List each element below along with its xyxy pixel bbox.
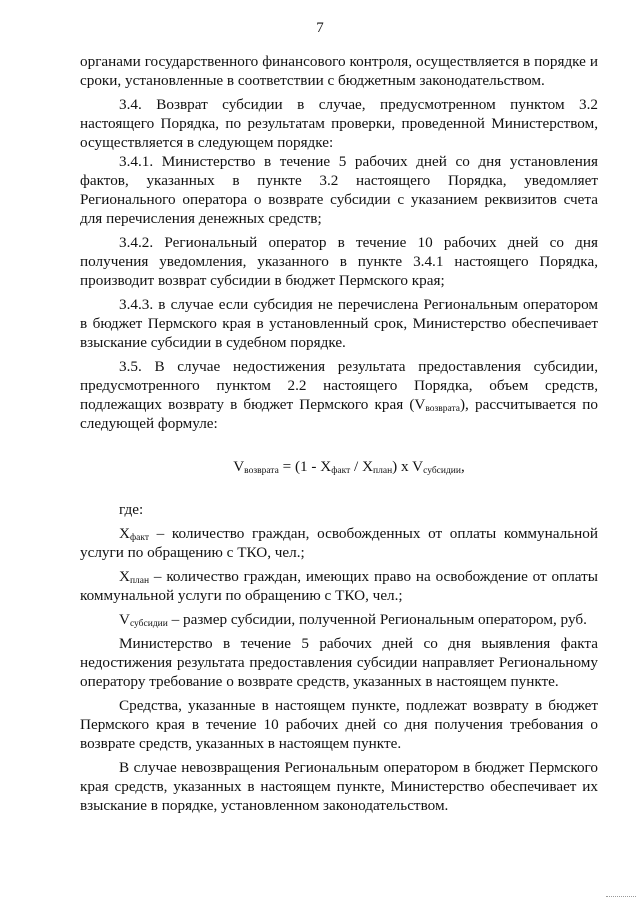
paragraph-3-4-3: 3.4.3. в случае если субсидия не перечислена Региональным оператором в бюджет Пермского края в установленный срок, Министерство обеспечивает взыскание субсидии в судебном порядке. — [80, 296, 598, 351]
x-fact-sub: факт — [129, 533, 149, 543]
formula-plan-sub: план — [373, 466, 393, 476]
formula-times: ) x V — [392, 458, 424, 475]
x-fact-symbol: X — [119, 525, 130, 542]
v-subsidy-sub: субсидии — [129, 619, 168, 629]
v-subsidy-symbol: V — [119, 611, 130, 628]
paragraph-non-return: В случае невозвращения Региональным оператором в бюджет Пермского края средств, указанных в настоящем пункте, Министерство обеспечивает их взыскание в порядке, установленном законодательством. — [80, 759, 598, 814]
x-plan-symbol: X — [119, 568, 130, 585]
paragraph-continuation: органами государственного финансового контроля, осуществляется в порядке и сроки, установленные в соответствии с бюджетным законодательством. — [80, 53, 598, 89]
paragraph-3-4: 3.4. Возврат субсидии в случае, предусмотренном пунктом 3.2 настоящего Порядка, по результатам проверки, проведенной Министерством, осуществляется в следующем порядке: — [80, 96, 598, 151]
definition-x-plan — [80, 567, 598, 605]
definition-x-fact — [80, 524, 598, 562]
paragraph-ministry-demand: Министерство в течение 5 рабочих дней со дня выявления факта недостижения результата предоставления субсидии направляет Региональному оператору требование о возврате средств, указанных в настоящем пункте. — [80, 635, 598, 690]
paragraph-3-4-2: 3.4.2. Региональный оператор в течение 10 рабочих дней со дня получения уведомления, указанного в пункте 3.4.1 настоящего Порядка, производит возврат субсидии в бюджет Пермского края; — [80, 234, 598, 289]
return-formula — [80, 457, 598, 476]
formula-subsidy-sub: субсидии — [423, 466, 461, 476]
definition-v-subsidy — [80, 610, 598, 629]
v-subsidy-text: – размер субсидии, полученной Региональным оператором, руб. — [167, 611, 587, 628]
formula-v-sub: возврата — [244, 466, 279, 476]
x-fact-text: – количество граждан, освобожденных от оплаты коммунальной услуги по обращению с ТКО, чел.; — [80, 525, 598, 561]
x-plan-sub: план — [129, 576, 150, 586]
formula-v: V — [233, 458, 245, 475]
paragraph-3-5 — [80, 357, 598, 433]
paragraph-3-4-1: 3.4.1. Министерство в течение 5 рабочих дней со дня установления фактов, указанных в пункте 3.2 настоящего Порядка, уведомляет Регионального оператора о возврате субсидии с указанием реквизитов счета для перечисления денежных средств; — [80, 153, 598, 227]
formula-end: , — [460, 458, 465, 475]
formula-eq-open: = (1 - X — [278, 458, 332, 475]
formula-slash: / X — [350, 458, 374, 475]
page-number: 7 — [316, 20, 324, 36]
paragraph-3-5-tail: ), рассчитывается по следующей формуле: — [80, 396, 599, 432]
x-plan-text: – количество граждан, имеющих право на освобождение от оплаты коммунальной услуги по обращению с ТКО, чел.; — [80, 568, 598, 604]
v-return-subscript: возврата — [425, 404, 460, 414]
formula-fact-sub: факт — [331, 466, 351, 476]
document-body — [80, 52, 598, 815]
scan-edge-mark — [606, 890, 636, 897]
where-label: где: — [119, 501, 144, 518]
paragraph-return-deadline: Средства, указанные в настоящем пункте, подлежат возврату в бюджет Пермского края в течение 10 рабочих дней со дня получения требования о возврате средств, указанных в настоящем пункте. — [80, 697, 598, 752]
paragraph-3-5-text: 3.5. В случае недостижения результата предоставления субсидии, предусмотренного пунктом 2.2 настоящего Порядка, объем средств, подлежащих возврату в бюджет Пермского края (V — [80, 358, 598, 413]
